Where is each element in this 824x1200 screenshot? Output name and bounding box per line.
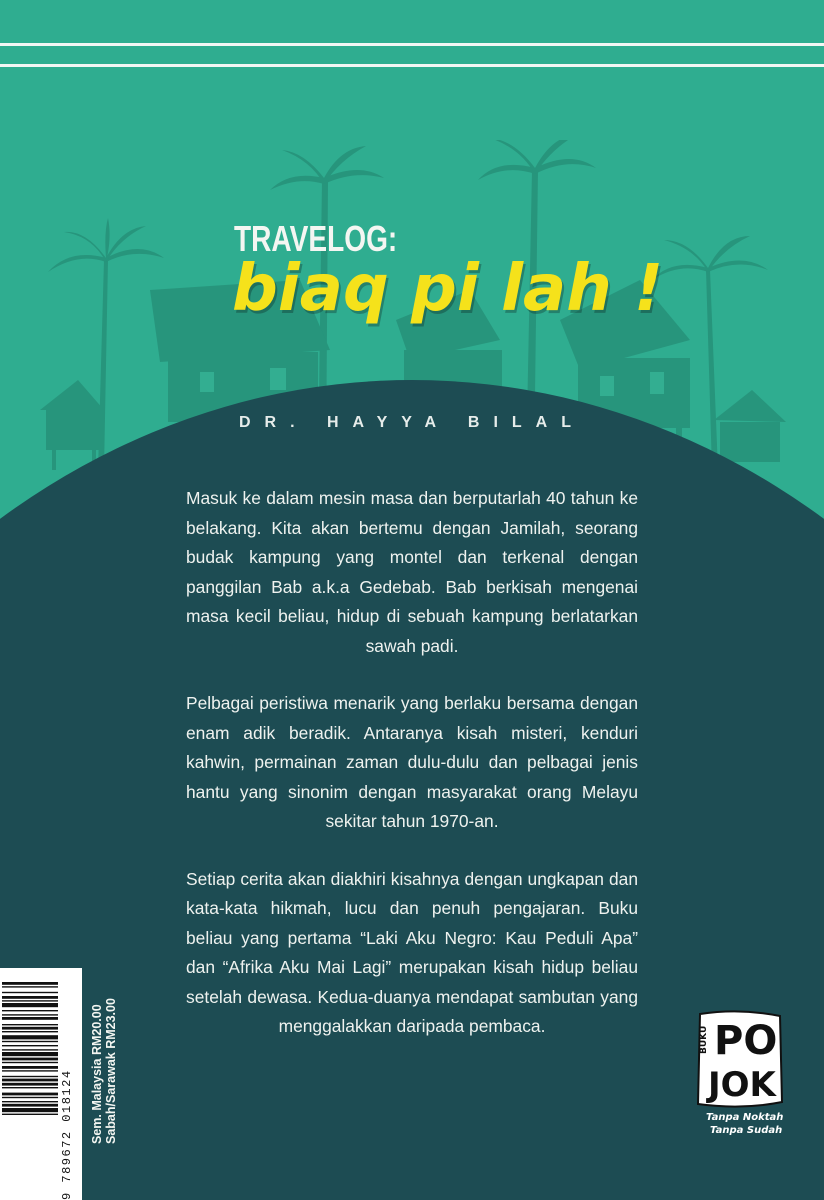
price-label — [90, 998, 118, 1144]
blurb-paragraph-2: Pelbagai peristiwa menarik yang berlaku bersama dengan enam adik beradik. Antaranya kisah misteri, kenduri kahwin, permainan zaman dulu-dulu dan pelbagai jenis hantu yang sinonim dengan masyarakat orang Melayu sekitar tahun 1970-an. — [186, 693, 638, 831]
blurb-paragraph-3: Setiap cerita akan diakhiri kisahnya dengan ungkapan dan kata-kata hikmah, lucu dan penuh pengajaran. Buku beliau yang pertama “Laki Aku Negro: Kau Peduli Apa” dan “Afrika Aku Mai Lagi” merupakan kisah hidup beliau setelah dewasa. Kedua-duanya mendapat sambutan yang menggalakkan daripada pembaca. — [186, 868, 638, 1036]
price-sabah-sarawak: Sabah/Sarawak RM23.00 — [104, 998, 118, 1144]
top-stripe-2 — [0, 64, 824, 67]
svg-text:BUKU: BUKU — [699, 1025, 709, 1054]
publisher-logo — [692, 1010, 788, 1140]
svg-text:PO: PO — [714, 1018, 778, 1064]
isbn-barcode — [2, 982, 58, 1188]
top-stripe-1 — [0, 43, 824, 46]
title-travelog: TRAVELOG: — [234, 218, 398, 259]
price-peninsular: Sem. Malaysia RM20.00 — [90, 1004, 104, 1144]
blurb-paragraph-1: Masuk ke dalam mesin masa dan berputarlah 40 tahun ke belakang. Kita akan bertemu dengan Jamilah, seorang budak kampung yang montel dan terkenal dengan panggilan Bab a.k.a Gedebab. Bab berkisah mengenai masa kecil beliau, hidup di sebuah kampung berlatarkan sawah padi. — [186, 488, 638, 656]
author-name: DR. HAYYA BILAL — [238, 414, 586, 431]
synopsis-blurb — [186, 484, 638, 1070]
svg-text:JOK: JOK — [708, 1065, 776, 1105]
title-biaq-pi-lah: biaq pi lah ! — [232, 252, 664, 326]
svg-text:Tanpa Sudah: Tanpa Sudah — [710, 1125, 783, 1136]
isbn-digits: 9 789672 018124 — [60, 1069, 74, 1200]
svg-text:Tanpa Noktah: Tanpa Noktah — [706, 1112, 784, 1123]
